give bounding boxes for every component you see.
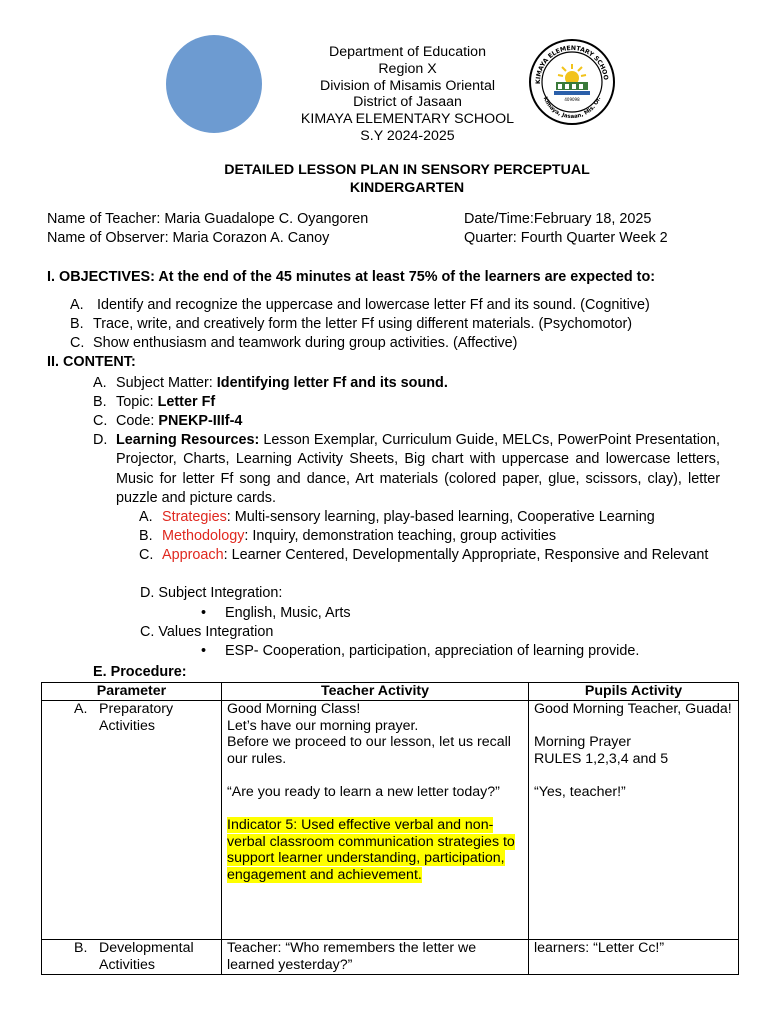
teacher-line-3: Before we proceed to our lesson, let us recall our rules. [227,734,511,767]
content-heading: II. CONTENT: [47,354,136,370]
objective-a-label: A. [70,297,84,313]
approach [162,546,720,565]
approach-label: C. [139,547,154,563]
procedure-table [41,682,739,975]
resources-value: Lesson Exemplar, Curriculum Guide, MELCs, PowerPoint Presentation, Projector, Charts, Learning Activity Sheets, Big chart with uppercase and lowercase letters, Music for letter Ff song and dance, Art materials (colored paper, glue, scissors, clay), letter puzzle and picture cards. [116,432,720,507]
pupils-activity-cell [529,701,739,940]
header-line-district: District of Jasaan [353,94,462,111]
values-integration-item: ESP- Cooperation, participation, appreciation of learning provide. [225,643,640,659]
teacher-name: Name of Teacher: Maria Guadalope C. Oyangoren [47,211,369,227]
objectives-heading: I. OBJECTIVES: At the end of the 45 minutes at least 75% of the learners are expected to: [47,269,656,285]
topic [116,393,215,412]
teacher-question: “Are you ready to learn a new letter today?” [227,783,500,800]
objective-b-text: Trace, write, and creatively form the letter Ff using different materials. (Psychomotor) [93,316,633,332]
table-row [42,940,739,975]
header-line-dept: Department of Education [329,44,486,60]
title-line-1: DETAILED LESSON PLAN IN SENSORY PERCEPTUAL [224,162,590,178]
pupils-line-4: “Yes, teacher!” [534,783,626,800]
parameter-a [47,701,216,734]
strategies-key: Strategies [162,509,227,525]
code-label: C. [93,413,108,429]
subject-matter-label: A. [93,375,107,391]
subject-integration: D. Subject Integration: [140,585,283,601]
objective-c-label: C. [70,335,85,351]
objective-b-label: B. [70,316,84,332]
teacher-line-2: Let’s have our morning prayer. [227,717,419,734]
title-line-2: KINDERGARTEN [349,180,465,196]
svg-text:409098: 409098 [564,97,580,102]
objective-c-text: Show enthusiasm and teamwork during group activities. (Affective) [93,335,518,351]
methodology [162,527,556,546]
subject-matter [116,374,448,393]
subject-integration-item: English, Music, Arts [225,605,351,621]
subject-matter-value: Identifying letter Ff and its sound. [216,375,448,391]
strategies-text: : Multi-sensory learning, play-based learning, Cooperative Learning [226,509,655,525]
procedure-heading: E. Procedure: [93,664,187,680]
observer-name: Name of Observer: Maria Corazon A. Canoy [47,230,330,246]
subject-integration-bullet: • [201,605,207,621]
header-line-school: KIMAYA ELEMENTARY SCHOOL [300,111,515,128]
learning-resources [116,431,720,509]
approach-text: : Learner Centered, Developmentally Appropriate, Responsive and Relevant [223,547,709,563]
approach-key: Approach [162,547,224,563]
svg-text:Kimaya, Jasaan, Mis. Or.: Kimaya, Jasaan, Mis. Or. [541,96,603,121]
parameter-cell [42,701,222,940]
methodology-text: : Inquiry, demonstration teaching, group activities [244,528,557,544]
deped-logo [166,35,262,133]
parameter-cell [42,940,222,975]
document-title [150,161,664,197]
values-integration-bullet: • [201,643,207,659]
objective-a-text: Identify and recognize the uppercase and lowercase letter Ff and its sound. (Cognitive) [97,297,650,313]
pupils-line-1: Good Morning Teacher, Guada! [534,701,732,717]
methodology-key: Methodology [162,528,245,544]
teacher-activity-cell [222,701,529,940]
methodology-label: B. [139,528,153,544]
resources-prefix: Learning Resources: [116,432,260,448]
indicator-highlight: Indicator 5: Used effective verbal and non-verbal classroom communication strategies to support learner understanding, participation, engagement and achievement. [227,817,515,883]
parameter-b-text: Developmental Activities [99,940,194,973]
topic-prefix: Topic: [116,394,158,410]
pupils-activity-cell: learners: “Letter Cc!” [529,940,739,975]
teacher-line-1: Good Morning Class! [227,701,361,717]
parameter-a-label: A. [74,701,88,717]
strategies-label: A. [139,509,153,525]
topic-value: Letter Ff [157,394,216,410]
pupils-line-3: RULES 1,2,3,4 and 5 [534,750,669,767]
code [116,412,242,431]
school-header [250,44,565,145]
parameter-b [47,940,216,973]
values-integration: C. Values Integration [140,624,274,640]
subject-matter-prefix: Subject Matter: [116,375,217,391]
header-parameter: Parameter [42,683,222,701]
header-pupils-activity: Pupils Activity [529,683,739,701]
teacher-activity-cell: Teacher: “Who remembers the letter we learned yesterday?” [222,940,529,975]
header-line-division: Division of Misamis Oriental [319,77,496,94]
code-prefix: Code: [116,413,159,429]
header-teacher-activity: Teacher Activity [222,683,529,701]
strategies [162,508,655,527]
parameter-a-text: Preparatory Activities [99,701,174,734]
pupils-line-2: Morning Prayer [534,734,631,751]
resources-label: D. [93,432,108,448]
header-line-region: Region X [378,60,437,77]
quarter: Quarter: Fourth Quarter Week 2 [464,230,668,246]
date-time: Date/Time:February 18, 2025 [464,211,652,227]
table-header-row [42,683,739,701]
topic-label: B. [93,394,107,410]
code-value: PNEKP-IIIf-4 [158,413,243,429]
header-line-sy: S.Y 2024-2025 [360,127,455,144]
table-row [42,701,739,940]
parameter-b-label: B. [74,940,88,956]
svg-text:KIMAYA ELEMENTARY SCHOOL: KIMAYA ELEMENTARY SCHOO [534,44,610,85]
